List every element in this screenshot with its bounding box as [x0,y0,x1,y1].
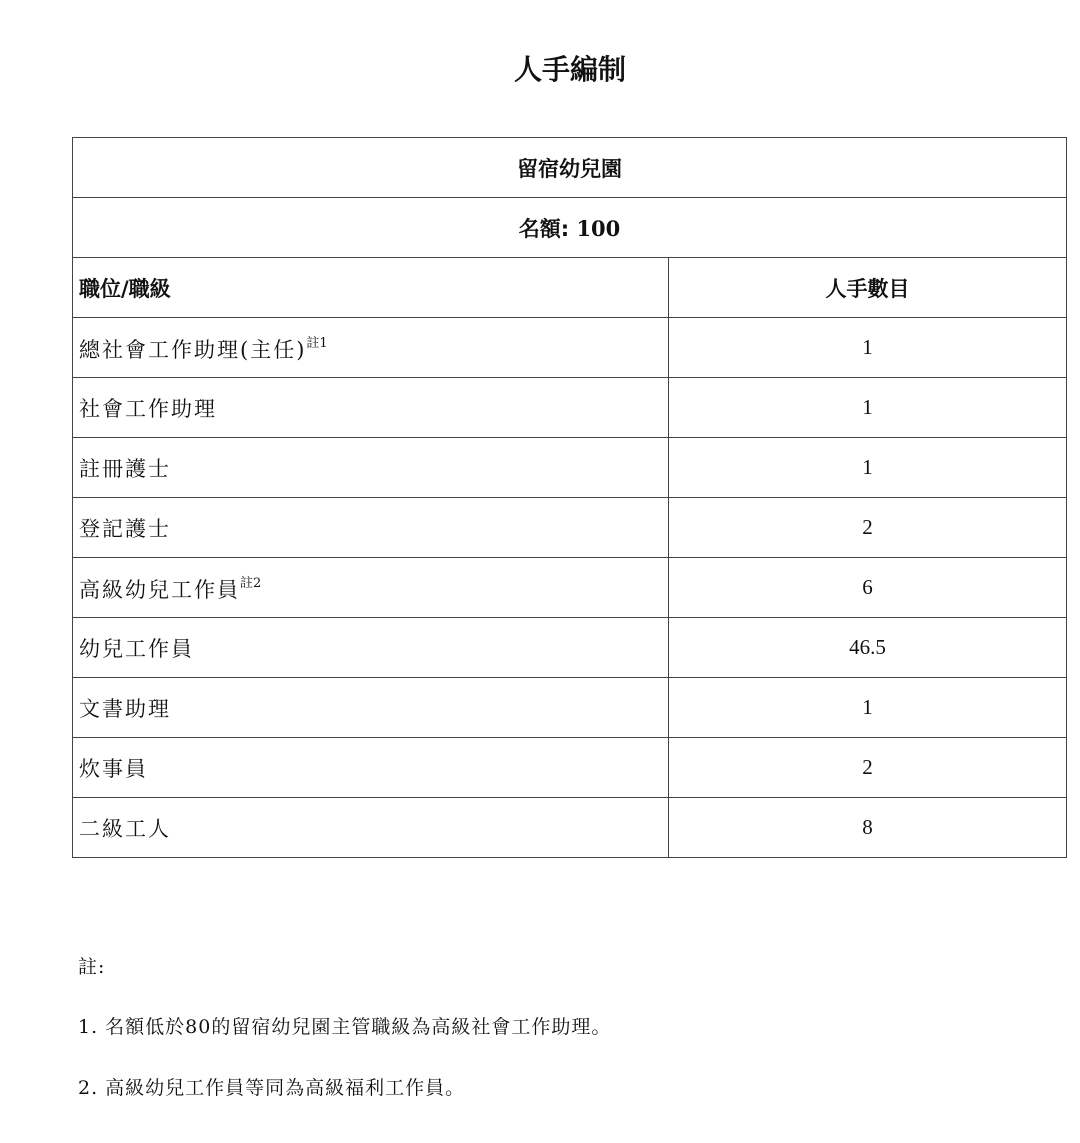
note-item-2: 2. 高級幼兒工作員等同為高級福利工作員。 [78,1077,466,1099]
position-cell [73,618,669,678]
table-body [73,318,1067,858]
position-label: 二級工人 [79,816,171,841]
position-cell [73,438,669,498]
headcount-cell: 2 [669,498,1067,558]
staffing-table [72,137,1067,858]
table-row [73,378,1067,438]
position-cell [73,318,669,378]
quota-row [73,198,1067,258]
quota-value: 100 [576,215,621,241]
position-label: 註冊護士 [79,456,171,481]
position-label: 社會工作助理 [79,396,217,421]
position-label: 幼兒工作員 [79,636,194,661]
headcount-cell: 6 [669,558,1067,618]
position-cell [73,678,669,738]
quota-cell [73,198,1067,258]
table-row [73,558,1067,618]
headcount-cell: 2 [669,738,1067,798]
position-label: 高級幼兒工作員 [79,577,240,602]
column-header-count: 人手數目 [669,258,1067,318]
page-title: 人手編制 [513,53,626,86]
table-row [73,438,1067,498]
note-item-1: 1. 名額低於80的留宿幼兒園主管職級為高級社會工作助理。 [78,1016,612,1038]
position-label: 總社會工作助理(主任) [79,337,307,362]
column-header-row [73,258,1067,318]
position-label: 登記護士 [79,516,171,541]
table-row [73,318,1067,378]
position-cell [73,798,669,858]
footnote-marker: 註1 [306,335,328,351]
facility-name: 留宿幼兒園 [73,138,1067,198]
headcount-cell: 1 [669,378,1067,438]
position-cell [73,378,669,438]
headcount-cell: 1 [669,678,1067,738]
position-label: 炊事員 [79,756,148,781]
position-cell [73,498,669,558]
table-title-row [73,138,1067,198]
position-label: 文書助理 [79,696,171,721]
table-row [73,798,1067,858]
headcount-cell: 1 [669,318,1067,378]
headcount-cell: 46.5 [669,618,1067,678]
headcount-cell: 1 [669,438,1067,498]
table-row [73,738,1067,798]
table-row [73,498,1067,558]
footnote-marker: 註2 [240,575,262,591]
position-cell [73,738,669,798]
position-cell [73,558,669,618]
table-row [73,618,1067,678]
table-row [73,678,1067,738]
notes-heading: 註: [78,956,106,978]
quota-label: 名額: [518,216,570,241]
headcount-cell: 8 [669,798,1067,858]
column-header-position: 職位/職級 [73,258,669,318]
